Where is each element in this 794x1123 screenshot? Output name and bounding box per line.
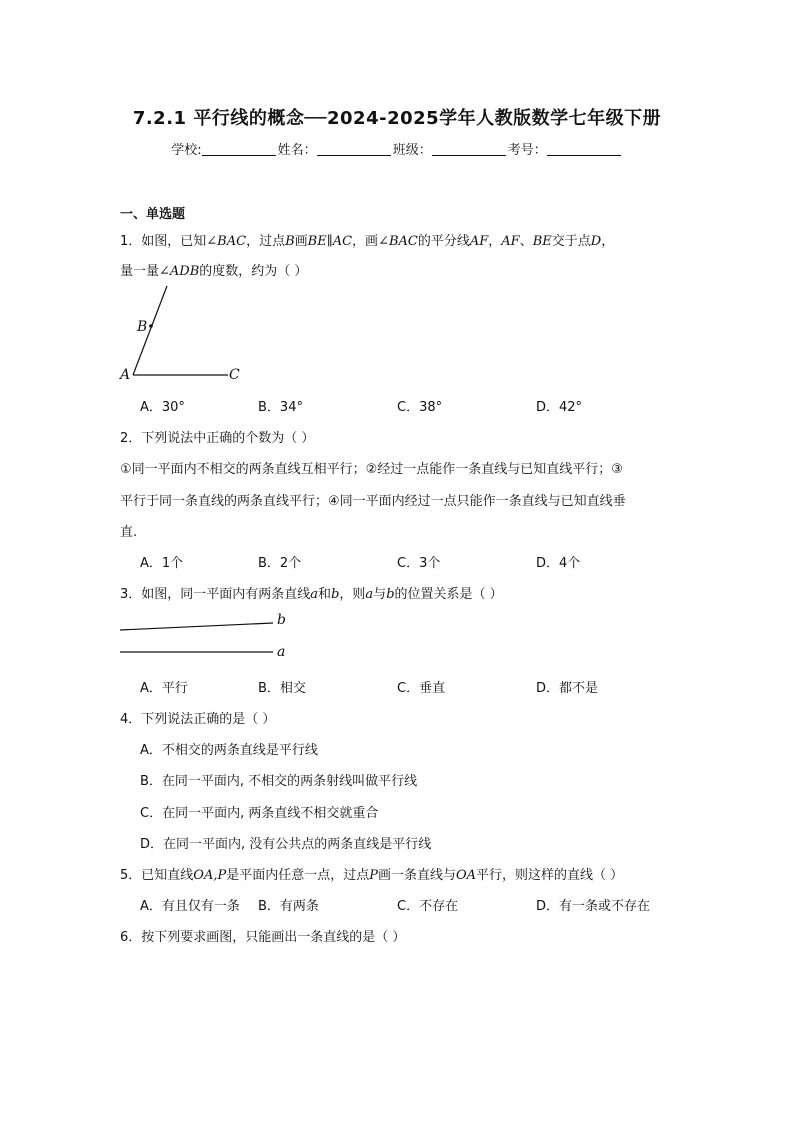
q2-option-c[interactable]: C．3个 [397, 556, 441, 571]
q2-option-d[interactable]: D．4个 [536, 556, 581, 571]
q3-option-b[interactable]: B．相交 [258, 681, 306, 696]
q3-math: b [331, 587, 340, 602]
q1-math: AF [501, 234, 520, 249]
q1-text: ，过点 [246, 234, 286, 249]
q4-option-a[interactable]: A．不相交的两条直线是平行线 [140, 743, 318, 758]
q2-option-a[interactable]: A．1个 [140, 556, 184, 571]
q3-text: 3．如图，同一平面内有两条直线 [120, 587, 311, 602]
q2-stem: 2．下列说法中正确的个数为（ ） [120, 431, 315, 446]
q2-statement-line1: ①同一平面内不相交的两条直线互相平行；②经过一点能作一条直线与已知直线平行；③ [120, 462, 623, 477]
point-b-dot [149, 324, 153, 328]
q1-text: ， [488, 234, 502, 249]
q5-text: 是平面内任意一点，过点 [226, 868, 370, 883]
label-line-a: a [277, 644, 286, 660]
page-title: 7.2.1 平行线的概念──2024-2025学年人教版数学七年级下册 [132, 108, 662, 129]
q1-text: ， [601, 234, 615, 249]
label-line-b: b [277, 612, 286, 628]
q5-math: P [369, 868, 378, 883]
q1-option-a[interactable]: A．30° [140, 400, 185, 415]
q5-stem [120, 864, 623, 883]
q3-option-d[interactable]: D．都不是 [536, 681, 599, 696]
q5-option-b[interactable]: B．有两条 [258, 899, 319, 914]
q5-math: OA,P [193, 868, 227, 883]
q1-text: 画 [294, 234, 308, 249]
q4-stem: 4．下列说法正确的是（ ） [120, 712, 276, 727]
q4-option-b[interactable]: B．在同一平面内, 不相交的两条射线叫做平行线 [140, 774, 418, 789]
q3-math: a [365, 587, 374, 602]
q1-math: AF [469, 234, 489, 249]
q3-option-c[interactable]: C．垂直 [397, 681, 446, 696]
q1-option-d[interactable]: D．42° [536, 400, 583, 415]
q1-option-c[interactable]: C．38° [397, 400, 443, 415]
q5-option-a[interactable]: A．有且仅有一条 [140, 899, 240, 914]
q3-math: b [386, 587, 395, 602]
q3-lines-figure [118, 610, 308, 662]
q1-text: 1．如图，已知 [120, 234, 207, 249]
q1-text: 的平分线 [417, 234, 470, 249]
q1-text: 的度数，约为（ ） [199, 264, 308, 279]
label-b: B [137, 319, 148, 335]
q1-text: 量一量 [120, 264, 160, 279]
name-blank[interactable] [317, 142, 391, 156]
q1-math: BE∥AC [307, 234, 353, 249]
q1-math: B [285, 234, 295, 249]
class-blank[interactable] [432, 142, 506, 156]
number-label: 考号： [507, 143, 547, 158]
q3-text: 的位置关系是（ ） [394, 587, 503, 602]
q5-text: 画一条直线与 [377, 868, 456, 883]
q2-statement-line3: 直. [120, 525, 138, 540]
q3-text: 和 [318, 587, 332, 602]
q3-stem [120, 583, 503, 602]
q5-math: OA [456, 868, 477, 883]
school-label: 学校: [171, 143, 202, 158]
q3-option-a[interactable]: A．平行 [140, 681, 188, 696]
q1-text: 、 [519, 234, 533, 249]
q1-angle-figure [110, 280, 260, 390]
q5-option-d[interactable]: D．有一条或不存在 [536, 899, 651, 914]
section-title: 一、单选题 [120, 207, 186, 222]
q1-math: D [590, 234, 602, 249]
q2-option-b[interactable]: B．2个 [258, 556, 302, 571]
q5-option-c[interactable]: C．不存在 [397, 899, 459, 914]
label-c: C [229, 367, 240, 383]
name-label: 姓名： [277, 143, 317, 158]
number-blank[interactable] [547, 142, 621, 156]
q5-text: 5．已知直线 [120, 868, 194, 883]
q1-text: ，画 [352, 234, 379, 249]
student-info-line [0, 139, 794, 158]
q1-option-b[interactable]: B．34° [258, 400, 303, 415]
q1-math: ∠BAC [206, 234, 247, 249]
q1-stem-line2 [120, 260, 307, 279]
label-a: A [120, 367, 131, 383]
class-label: 班级： [392, 143, 432, 158]
q3-math: a [310, 587, 319, 602]
q4-option-d[interactable]: D．在同一平面内, 没有公共点的两条直线是平行线 [140, 837, 432, 852]
q5-text: 平行，则这样的直线（ ） [476, 868, 624, 883]
q3-text: 与 [373, 587, 387, 602]
q2-statement-line2: 平行于同一条直线的两条直线平行；④同一平面内经过一点只能作一条直线与已知直线垂 [120, 494, 626, 509]
q4-option-c[interactable]: C．在同一平面内, 两条直线不相交就重合 [140, 806, 379, 821]
q1-text: 交于点 [551, 234, 591, 249]
q1-math: ∠ADB [159, 264, 200, 279]
q3-text: ，则 [339, 587, 366, 602]
q1-math: ∠BAC [378, 234, 418, 249]
line-b [120, 623, 273, 630]
q1-math: BE [532, 234, 552, 249]
school-blank[interactable] [202, 142, 276, 156]
q1-stem-line1 [120, 230, 614, 249]
q6-stem: 6．按下列要求画图，只能画出一条直线的是（ ） [120, 930, 406, 945]
